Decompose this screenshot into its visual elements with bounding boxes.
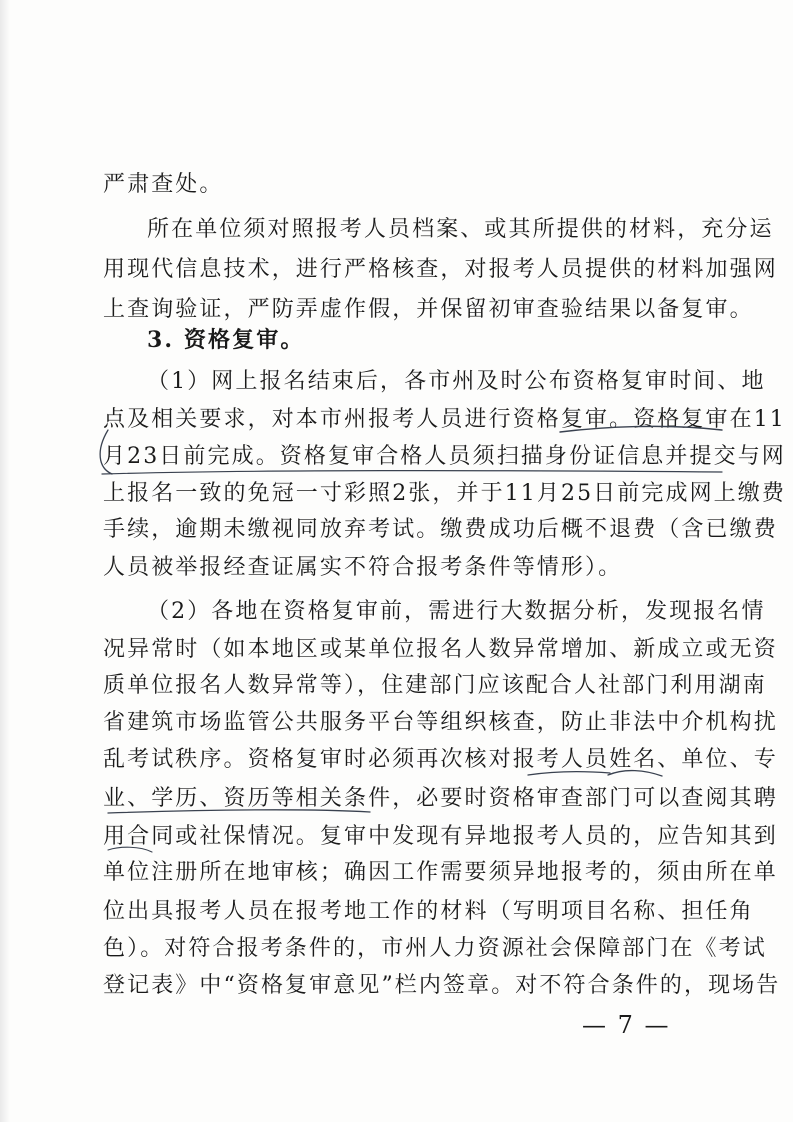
- text-line: 人员被举报经查证属实不符合报考条件等情形）。: [103, 555, 623, 580]
- text-line: 省建筑市场监管公共服务平台等组织核查，防止非法中介机构扰: [103, 710, 778, 735]
- text-line: （1）网上报名结束后，各市州及时公布资格复审时间、地: [147, 369, 766, 394]
- page-number: — 7 —: [582, 1011, 671, 1039]
- section-heading: 3. 资格复审。: [147, 327, 305, 353]
- scan-edge: [0, 0, 10, 1122]
- text-line: 色）。对符合报考条件的，市州人力资源社会保障部门在《考试: [103, 936, 767, 961]
- text-line: 单位注册所在地审核；确因工作需要须异地报考的，须由所在单: [103, 860, 778, 885]
- text-line: 严肃查处。: [103, 172, 224, 197]
- text-line: 月23日前完成。资格复审合格人员须扫描身份证信息并提交与网: [103, 444, 786, 469]
- text-line: 用合同或社保情况。复审中发现有异地报考人员的，应告知其到: [103, 824, 778, 849]
- text-line: 上报名一致的免冠一寸彩照2张，并于11月25日前完成网上缴费: [103, 481, 786, 506]
- text-line: 用现代信息技术，进行严格核查，对报考人员提供的材料加强网: [103, 257, 778, 282]
- text-line: 所在单位须对照报考人员档案、或其所提供的材料，充分运: [147, 217, 774, 242]
- text-line: 点及相关要求，对本市州报考人员进行资格复审。资格复审在11: [103, 407, 786, 432]
- text-line: （2）各地在资格复审前，需进行大数据分析，发现报名情: [147, 599, 766, 624]
- text-line: 登记表》中“资格复审意见”栏内签章。对不符合条件的，现场告: [103, 973, 781, 998]
- text-line: 位出具报考人员在报考地工作的材料（写明项目名称、担任角: [103, 899, 754, 924]
- text-line: 业、学历、资历等相关条件，必要时资格审查部门可以查阅其聘: [103, 786, 778, 811]
- text-line: 乱考试秩序。资格复审时必须再次核对报考人员姓名、单位、专: [103, 747, 778, 772]
- text-line: 况异常时（如本地区或某单位报名人数异常增加、新成立或无资: [103, 637, 778, 662]
- text-line: 上查询验证，严防弄虚作假，并保留初审查验结果以备复审。: [103, 297, 754, 322]
- text-line: 手续，逾期未缴视同放弃考试。缴费成功后概不退费（含已缴费: [103, 517, 778, 542]
- text-line: 质单位报名人数异常等），住建部门应该配合人社部门利用湖南: [103, 673, 767, 698]
